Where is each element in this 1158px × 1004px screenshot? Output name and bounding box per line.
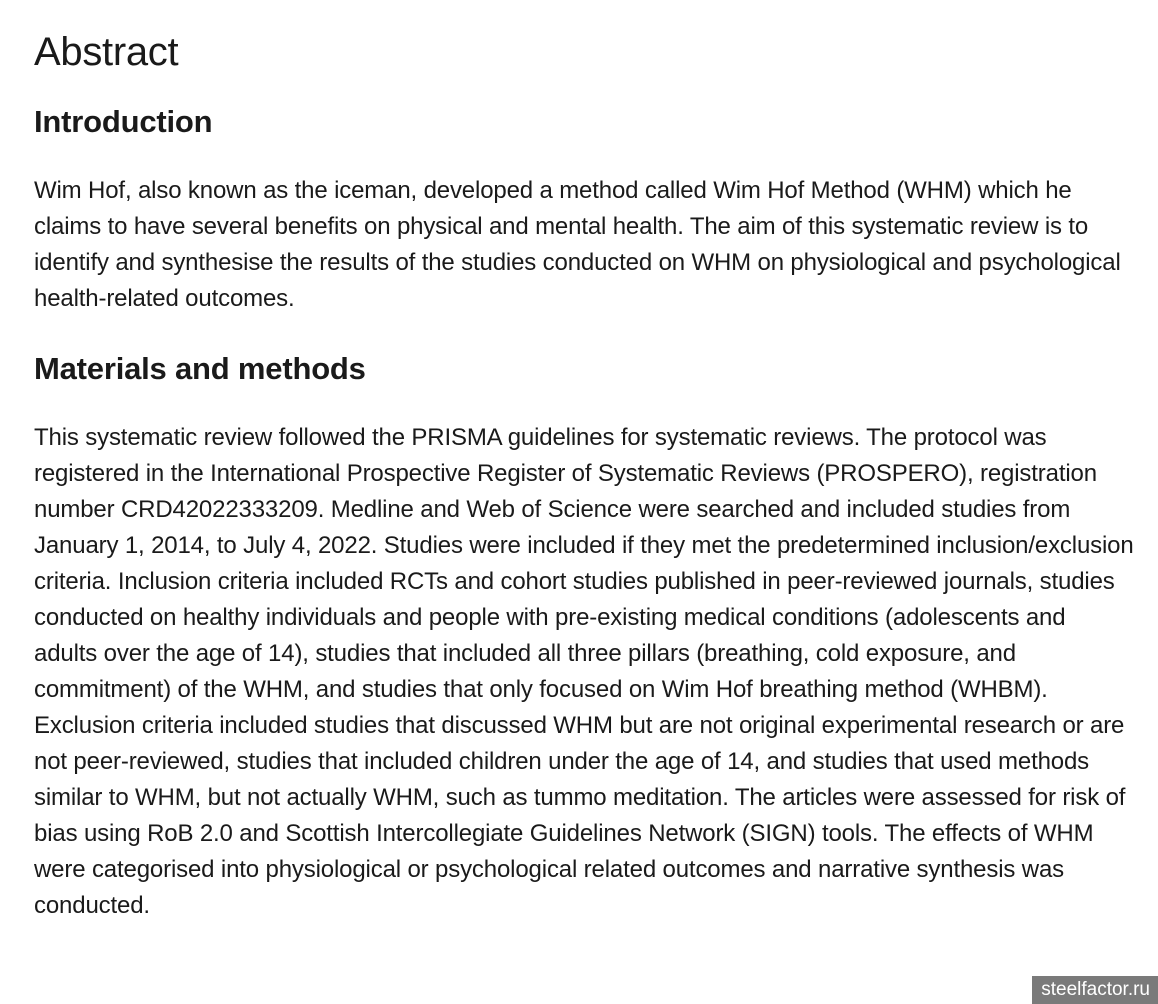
introduction-heading: Introduction (34, 104, 213, 139)
methods-paragraph: This systematic review followed the PRISMA guidelines for systematic reviews. The protocol was registered in the International Prospective Register of Systematic Reviews (PROSPERO), registration number CRD42022333209. Medline and Web of Science were searched and included studies from January 1, 2014, to July 4, 2022. Studies were included if they met the predetermined inclusion/exclusion criteria. Inclusion criteria included RCTs and cohort studies published in peer-reviewed journals, studies conducted on healthy individuals and people with pre-existing medical conditions (adolescents and adults over the age of 14), studies that included all three pillars (breathing, cold exposure, and commitment) of the WHM, and studies that only focused on Wim Hof breathing method (WHBM). Exclusion criteria included studies that discussed WHM but are not original experimental research or are not peer-reviewed, studies that included children under the age of 14, and studies that used methods similar to WHM, but not actually WHM, such as tummo meditation. The articles were assessed for risk of bias using RoB 2.0 and Scottish Intercollegiate Guidelines Network (SIGN) tools. The effects of WHM were categorised into physiological or psychological related outcomes and narrative synthesis was conducted. (34, 424, 1134, 919)
methods-heading: Materials and methods (34, 351, 366, 386)
abstract-title: Abstract (34, 30, 179, 74)
abstract-content (34, 0, 1134, 924)
watermark-badge: steelfactor.ru (1032, 976, 1158, 1004)
introduction-paragraph: Wim Hof, also known as the iceman, developed a method called Wim Hof Method (WHM) which he claims to have several benefits on physical and mental health. The aim of this systematic review is to identify and synthesise the results of the studies conducted on WHM on physiological and psychological health-related outcomes. (34, 177, 1121, 312)
